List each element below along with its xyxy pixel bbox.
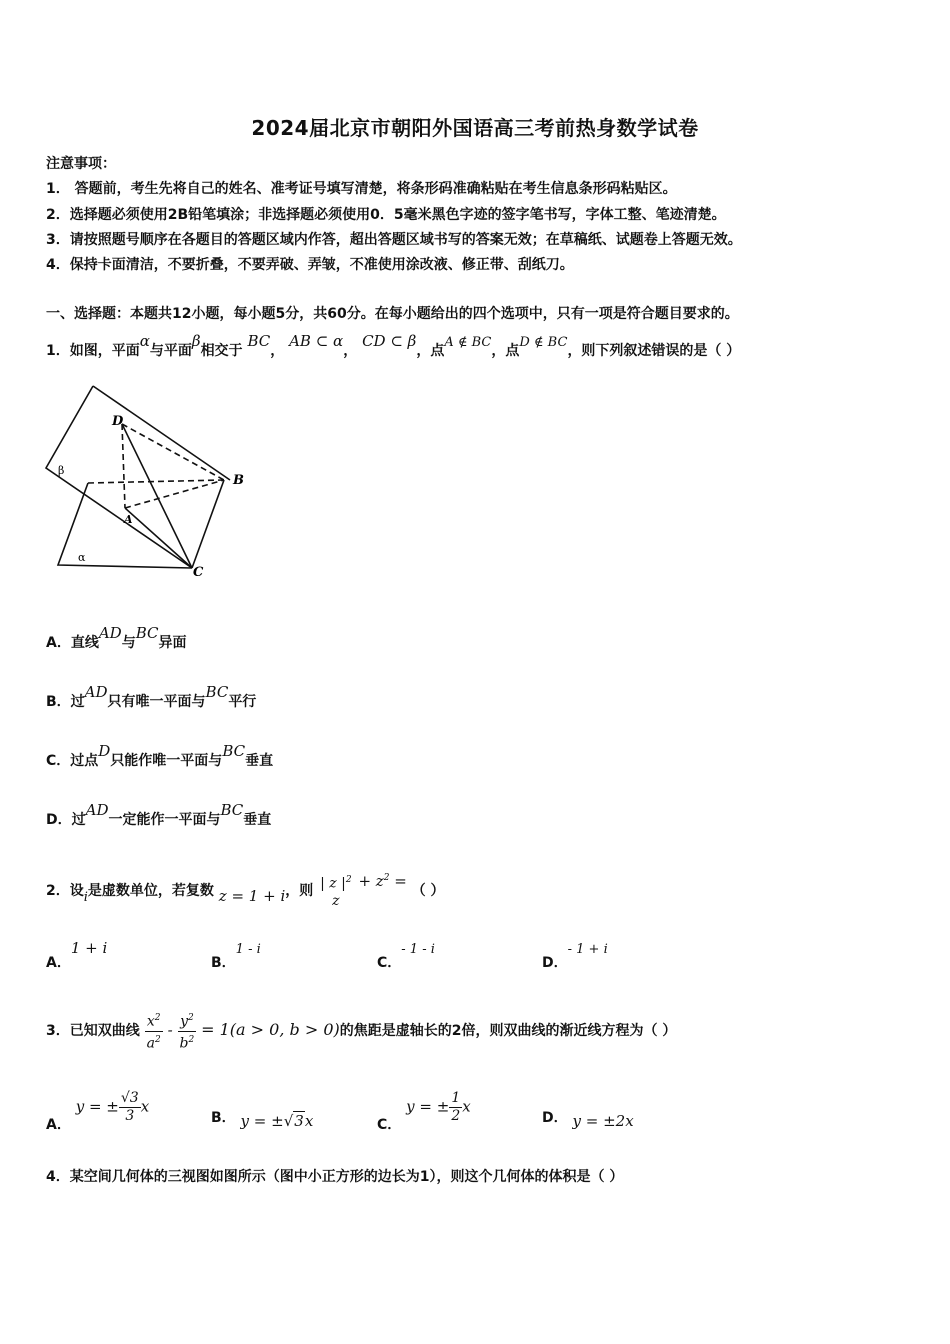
q2-option-d-value: - 1 + i	[567, 942, 608, 957]
q1-option-b-m1: AD	[84, 683, 108, 701]
q3-frac-x-den	[145, 1032, 163, 1053]
q3-option-b[interactable]	[211, 1107, 314, 1130]
q3-frac-y-num	[178, 1010, 197, 1032]
q3-minus: -	[167, 1021, 173, 1040]
notice-heading: 注意事项：	[46, 156, 116, 172]
q1-bc: BC	[247, 332, 271, 350]
q2-option-b-letter: B．	[211, 955, 236, 971]
q2-option-d[interactable]	[542, 942, 608, 972]
q1-option-b-end: 平行	[228, 694, 257, 710]
q1-option-b[interactable]	[46, 683, 257, 711]
q2-text-3: ，则	[285, 882, 314, 899]
label-alpha: α	[78, 551, 86, 564]
q3-option-a-letter: A．	[46, 1116, 71, 1133]
q1-option-b-mid: 只有唯一平面与	[107, 694, 206, 710]
q3-b-sup: 2	[188, 1034, 195, 1045]
q3-option-a-pre: y = ±	[75, 1097, 119, 1116]
q2-option-c[interactable]	[377, 942, 435, 972]
q1-option-c-letter: C．过点	[46, 753, 99, 769]
q1-option-b-m2: BC	[205, 683, 229, 701]
q3-option-a-den: 3	[125, 1108, 135, 1124]
q2-tail: （ ）	[411, 882, 445, 899]
question-3-stem	[46, 1010, 676, 1052]
q1-ab-subset-alpha: AB ⊂ α	[289, 332, 344, 350]
q1-option-c-m1: D	[98, 742, 111, 760]
q2-fraction	[318, 872, 353, 910]
plane-beta-top-edge	[93, 386, 230, 480]
q2-text-1: 2．设	[46, 882, 84, 899]
q2-option-a-letter: A．	[46, 955, 71, 971]
q2-frac-num	[318, 872, 353, 893]
q1-option-a-m1: AD	[98, 624, 122, 642]
question-4-stem: 4．某空间几何体的三视图如图所示（图中小正方形的边长为1），则这个几何体的体积是（ ）	[46, 1169, 624, 1185]
q1-option-d-m1: AD	[85, 801, 109, 819]
q3-b: b	[179, 1035, 189, 1052]
plane-alpha-hidden-edge	[88, 480, 224, 483]
q3-y-sup: 2	[187, 1013, 194, 1023]
q1-option-d-end: 垂直	[243, 812, 272, 828]
q1-tail: ，则下列叙述错误的是（ ）	[567, 343, 741, 359]
label-c: C	[193, 565, 204, 580]
q2-frac-den: z	[332, 892, 340, 909]
q2-option-d-letter: D．	[542, 955, 568, 971]
q3-text-1: 3．已知双曲线	[46, 1023, 140, 1040]
segment-dc	[122, 424, 192, 568]
q1-option-d-m2: BC	[220, 801, 244, 819]
q3-option-c[interactable]	[377, 1090, 471, 1133]
q3-option-a-num: √3	[120, 1090, 139, 1106]
q3-option-b-pre: y = ±√	[240, 1112, 294, 1130]
q1-option-c[interactable]	[46, 742, 274, 770]
q3-option-b-expr	[241, 1112, 314, 1130]
q3-x-sup: 2	[154, 1013, 161, 1023]
q1-d-notin-bc: D ∉ BC	[519, 335, 568, 350]
q1-option-c-m2: BC	[222, 742, 246, 760]
q2-plus-z-sup: 2	[383, 872, 390, 883]
segment-ac	[125, 508, 192, 568]
q1-a-notin-bc: A ∉ BC	[444, 335, 492, 350]
q3-frac-x-num	[145, 1010, 163, 1032]
section-heading: 一、选择题：本题共12小题，每小题5分，共60分。在每小题给出的四个选项中，只有一项是符合题目要求的。	[46, 306, 739, 322]
q3-option-a-post: x	[140, 1097, 150, 1116]
q1-option-d-letter: D．过	[46, 812, 86, 828]
q3-option-a[interactable]	[46, 1090, 150, 1133]
q3-option-c-letter: C．	[377, 1116, 402, 1133]
q2-text-2: 是虚数单位，若复数	[87, 882, 214, 899]
q1-cd-subset-beta: CD ⊂ β	[362, 332, 417, 350]
q3-option-b-post: x	[304, 1112, 314, 1130]
q3-option-b-letter: B．	[211, 1110, 236, 1126]
q1-option-a-letter: A．直线	[46, 635, 99, 651]
q1-figure	[40, 380, 255, 580]
q3-option-c-post: x	[462, 1097, 471, 1116]
q2-option-a[interactable]	[46, 939, 108, 972]
q1-option-a[interactable]	[46, 624, 187, 652]
q3-condition: = 1(a > 0, b > 0)	[201, 1020, 340, 1040]
q2-option-c-letter: C．	[377, 955, 402, 971]
label-b: B	[233, 473, 244, 488]
q2-eq: =	[394, 871, 407, 890]
question-1-stem	[46, 332, 741, 360]
q2-frac-num-text: | z |	[320, 875, 346, 892]
segment-ab	[125, 480, 224, 508]
q1-option-d-mid: 一定能作一平面与	[108, 812, 221, 828]
q1-text-1: 1．如图，平面	[46, 343, 140, 359]
q3-frac-y	[178, 1010, 197, 1052]
q3-option-c-frac	[449, 1090, 462, 1125]
q1-option-a-mid: 与	[121, 635, 136, 651]
q1-option-d[interactable]	[46, 801, 272, 829]
notice-item-4: 4．保持卡面清洁，不要折叠，不要弄破、弄皱，不准使用涂改液、修正带、刮纸刀。	[46, 257, 574, 273]
q1-comma-2: ，	[343, 343, 358, 359]
q1-option-b-letter: B．过	[46, 694, 85, 710]
q3-a: a	[146, 1035, 155, 1052]
q2-plus-z-text: + z	[358, 871, 384, 890]
q3-option-d-letter: D．	[542, 1110, 568, 1126]
exam-title: 2024届北京市朝阳外国语高三考前热身数学试卷	[251, 116, 699, 140]
notice-item-1: 1． 答题前，考生先将自己的姓名、准考证号填写清楚，将条形码准确粘贴在考生信息条形码粘贴区。	[46, 181, 677, 197]
q2-z-eq: z = 1 + i	[218, 886, 286, 905]
q3-option-c-den: 2	[451, 1108, 461, 1124]
q1-beta: β	[191, 332, 201, 350]
q2-frac-num-sup: 2	[345, 875, 352, 885]
segment-bc	[192, 480, 224, 568]
q1-option-a-m2: BC	[135, 624, 159, 642]
segment-db	[122, 424, 224, 480]
label-beta: β	[58, 464, 65, 477]
q1-option-c-mid: 只能作唯一平面与	[110, 753, 223, 769]
q2-option-c-value: - 1 - i	[401, 942, 435, 957]
q1-option-c-end: 垂直	[245, 753, 274, 769]
q1-comma-1: ，	[270, 343, 285, 359]
notice-item-2: 2．选择题必须使用2B铅笔填涂；非选择题必须使用0．5毫米黑色字迹的签字笔书写，字体工整、笔迹清楚。	[46, 207, 726, 223]
q3-option-c-pre: y = ±	[406, 1097, 450, 1116]
q1-text-2: 与平面	[149, 343, 192, 359]
q3-tail: 的焦距是虚轴长的2倍，则双曲线的渐近线方程为（ ）	[339, 1023, 677, 1040]
segment-da	[122, 424, 125, 508]
q1-option-a-end: 异面	[158, 635, 187, 651]
q3-option-a-frac	[119, 1090, 141, 1125]
q3-option-d-expr: y = ±2x	[572, 1112, 634, 1130]
label-d: D	[112, 414, 124, 429]
q2-option-b-value: 1 - i	[235, 942, 261, 957]
q3-y: y	[180, 1013, 188, 1030]
q1-dian-2: ，点	[491, 343, 520, 359]
question-2-stem	[46, 872, 445, 910]
q3-option-c-num: 1	[451, 1090, 461, 1106]
q1-text-3: 相交于	[200, 343, 243, 359]
notice-item-3: 3．请按照题号顺序在各题目的答题区域内作答，超出答题区域书写的答案无效；在草稿纸、试题卷上答题无效。	[46, 232, 742, 248]
q2-option-a-value: 1 + i	[70, 939, 108, 957]
q2-option-b[interactable]	[211, 942, 261, 972]
q3-option-d[interactable]	[542, 1107, 634, 1130]
q3-option-b-rad: 3	[294, 1112, 304, 1130]
q2-plus-z	[358, 872, 406, 890]
q3-a-sup: 2	[154, 1034, 161, 1045]
q1-dian-1: ，点	[416, 343, 445, 359]
q3-frac-y-den	[178, 1032, 197, 1053]
label-a: A	[124, 513, 133, 526]
q3-x: x	[146, 1013, 155, 1030]
q2-i: i	[83, 889, 88, 905]
q1-alpha: α	[139, 332, 150, 350]
q3-frac-x	[145, 1010, 163, 1052]
